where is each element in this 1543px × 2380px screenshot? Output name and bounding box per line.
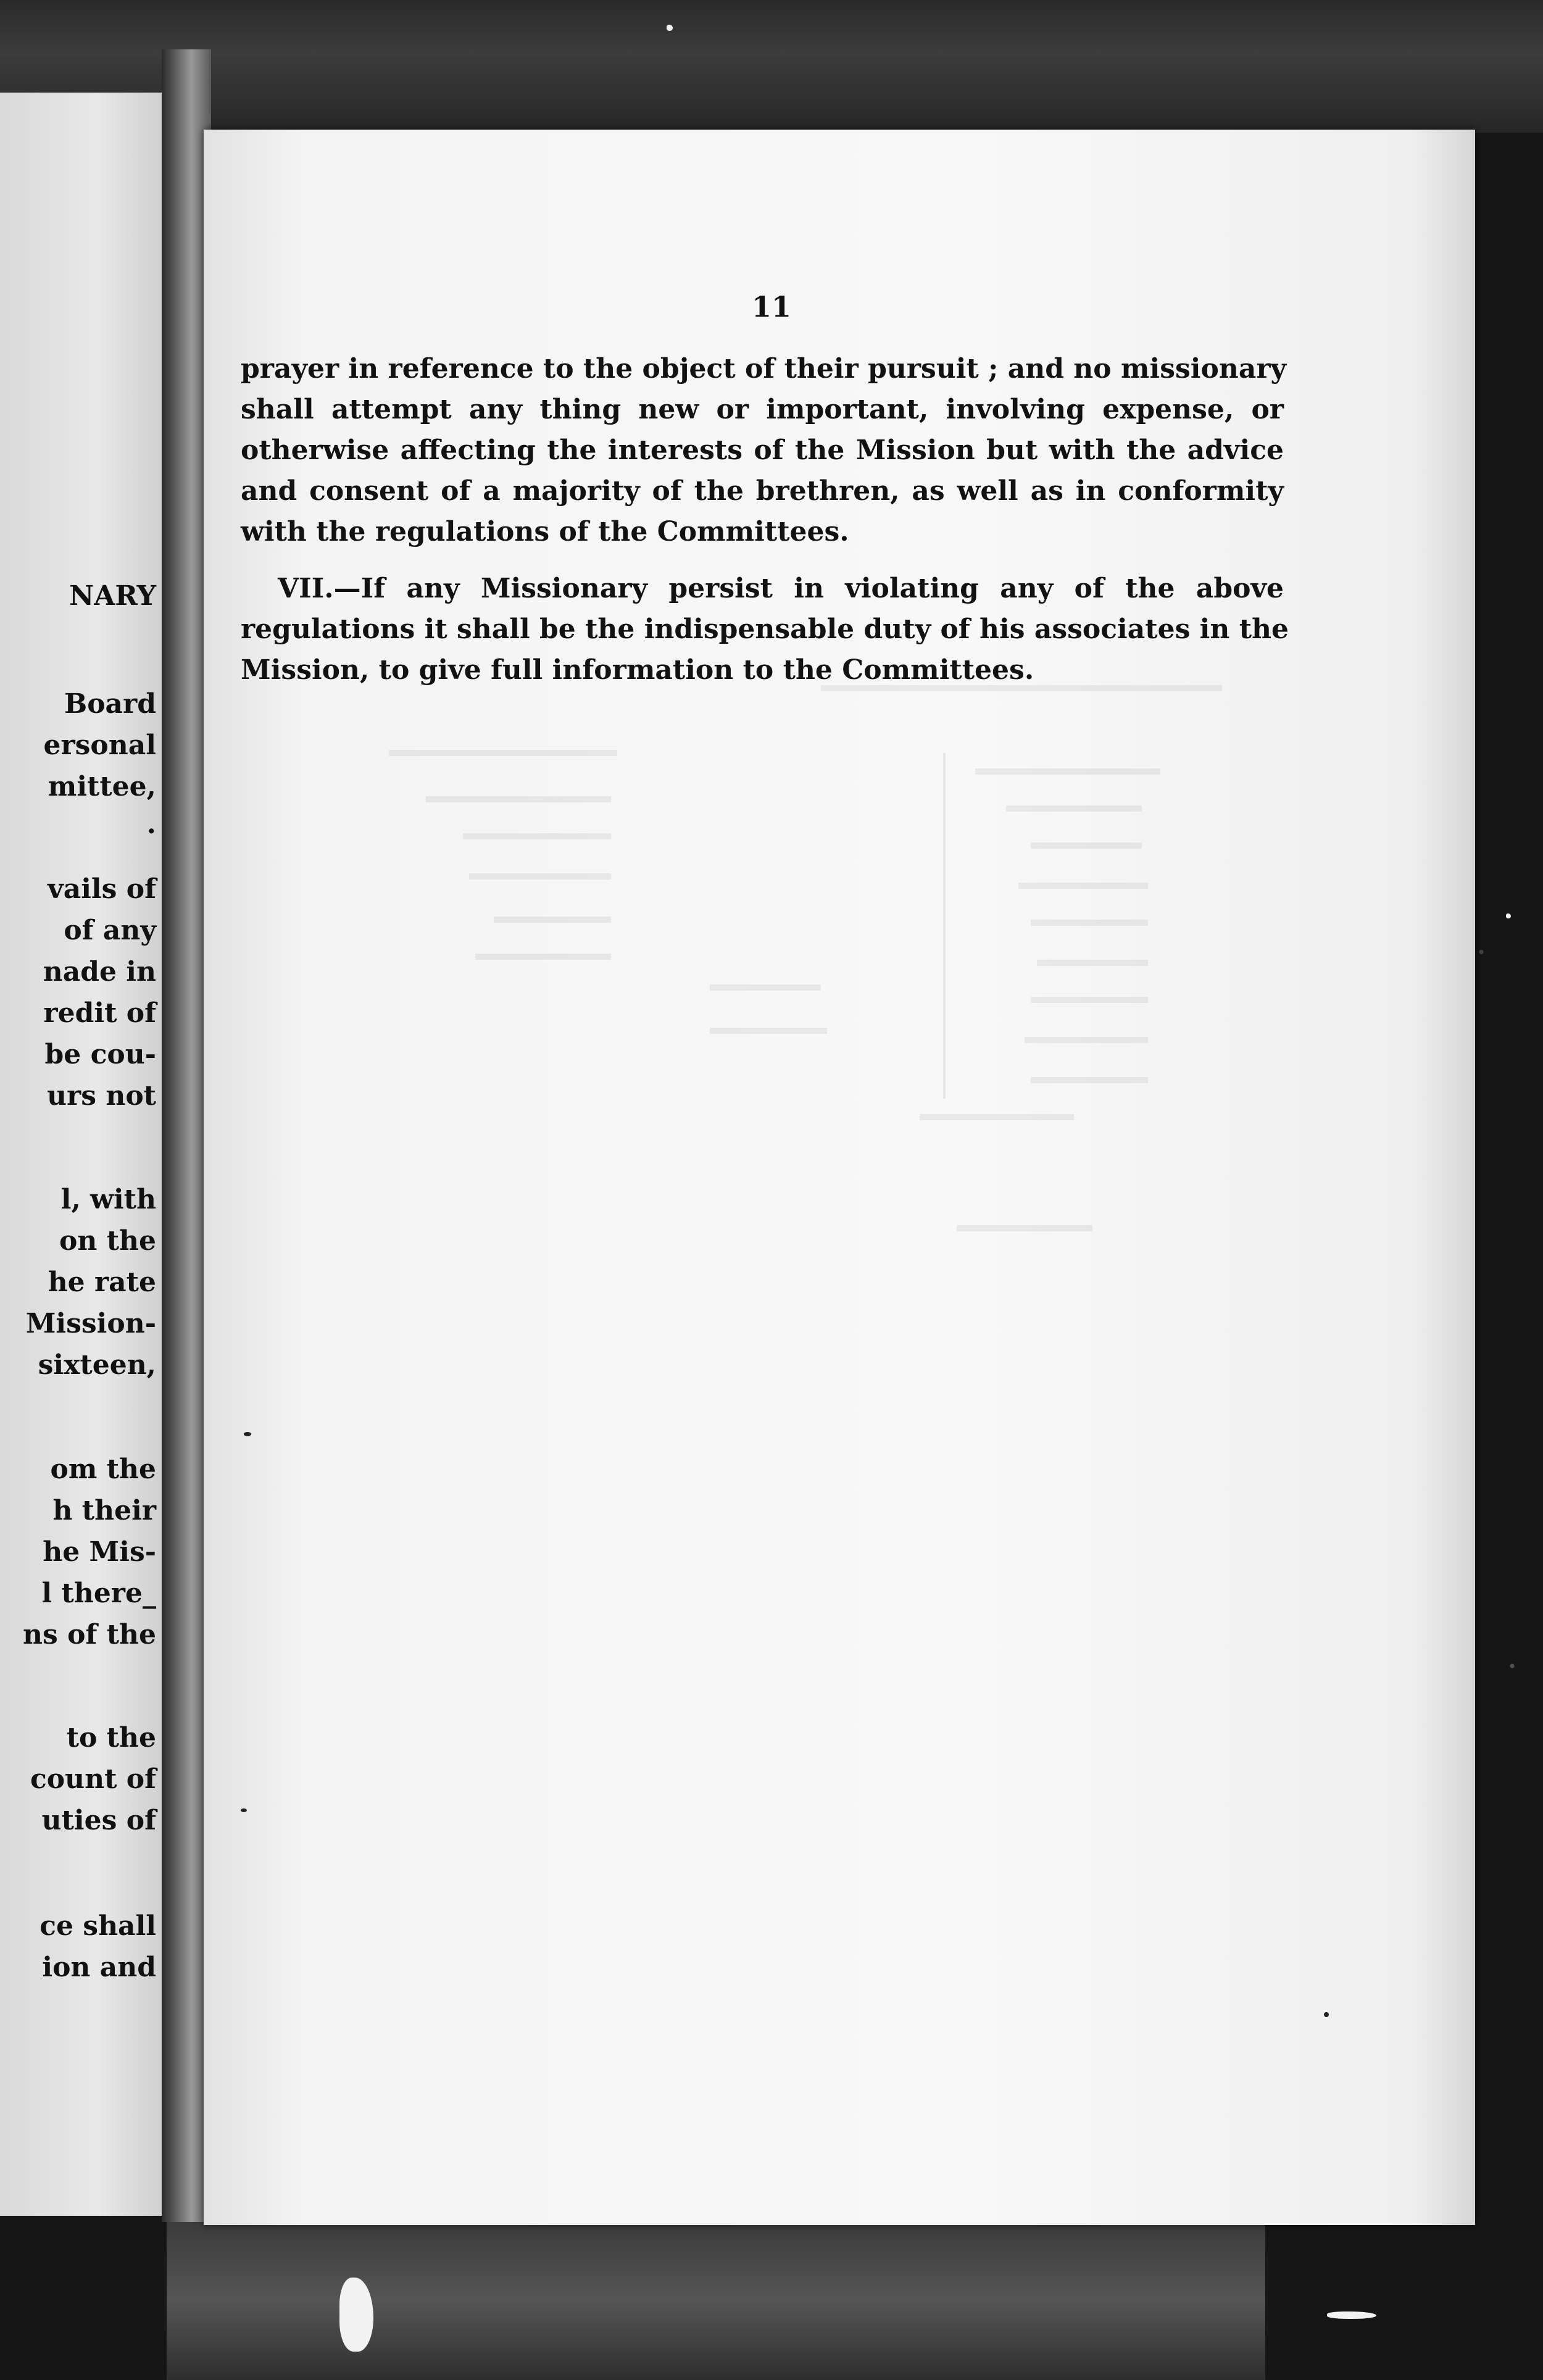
left-page-line: ns of the (23, 1619, 156, 1650)
left-page-line: to the (66, 1722, 156, 1754)
text-line: otherwise affecting the interests of the Mission but with the advice (241, 435, 1284, 466)
left-page-line: l, with (60, 1184, 156, 1215)
stray-ink-mark (244, 1432, 251, 1436)
left-page-line: mittee, (48, 771, 156, 802)
dust-spot (667, 25, 673, 31)
text-line: VII.—If any Missionary persist in violating any of the above (278, 573, 1284, 604)
dust-spot (1506, 913, 1511, 918)
left-page-line: l there_ (41, 1578, 156, 1609)
left-page-line: sixteen, (38, 1349, 156, 1381)
left-page-line: count of (30, 1763, 156, 1795)
left-page-line: uties of (41, 1805, 156, 1836)
left-page-line: ion and (42, 1952, 156, 1983)
stray-ink-mark (241, 1808, 247, 1812)
left-page-line: . (146, 809, 156, 840)
page-number: 11 (751, 290, 791, 323)
left-page-line: redit of (43, 997, 156, 1029)
left-page-line: h their (52, 1495, 156, 1526)
text-line: with the regulations of the Committees. (241, 516, 849, 547)
stray-ink-mark (1324, 2012, 1329, 2017)
text-line: Mission, to give full information to the Committees. (241, 654, 1034, 686)
body-text (241, 349, 1289, 707)
left-page-line: he rate (48, 1267, 156, 1298)
left-facing-page (0, 93, 164, 2216)
left-page-line: he Mis- (43, 1536, 156, 1568)
left-page-line: nade in (43, 956, 156, 988)
left-page-line: ersonal (43, 730, 156, 761)
left-page-line: om the (50, 1454, 156, 1485)
film-border-bottom (167, 2222, 1265, 2380)
text-line: prayer in reference to the object of their pursuit ; and no missionary (241, 353, 1287, 385)
left-page-line: of any (64, 915, 156, 946)
left-page-line: be cou- (44, 1039, 156, 1070)
paragraph-continuation (241, 349, 1287, 552)
left-page-line: urs not (47, 1080, 156, 1112)
dust-spot (1327, 2311, 1376, 2319)
film-border-top (0, 0, 1543, 133)
text-line: shall attempt any thing new or important, involving expense, or (241, 394, 1284, 425)
left-page-line: vails of (48, 873, 156, 905)
left-page-line: NARY (69, 580, 156, 612)
left-page-line: Board (64, 688, 156, 720)
left-page-line: on the (59, 1225, 156, 1257)
text-line: regulations it shall be the indispensable duty of his associates in the (241, 614, 1289, 645)
text-line: and consent of a majority of the brethren, as well as in conformity (241, 475, 1284, 507)
left-page-line: Mission- (25, 1308, 156, 1339)
paragraph-section-vii (241, 568, 1289, 691)
left-page-line: ce shall (40, 1910, 156, 1942)
